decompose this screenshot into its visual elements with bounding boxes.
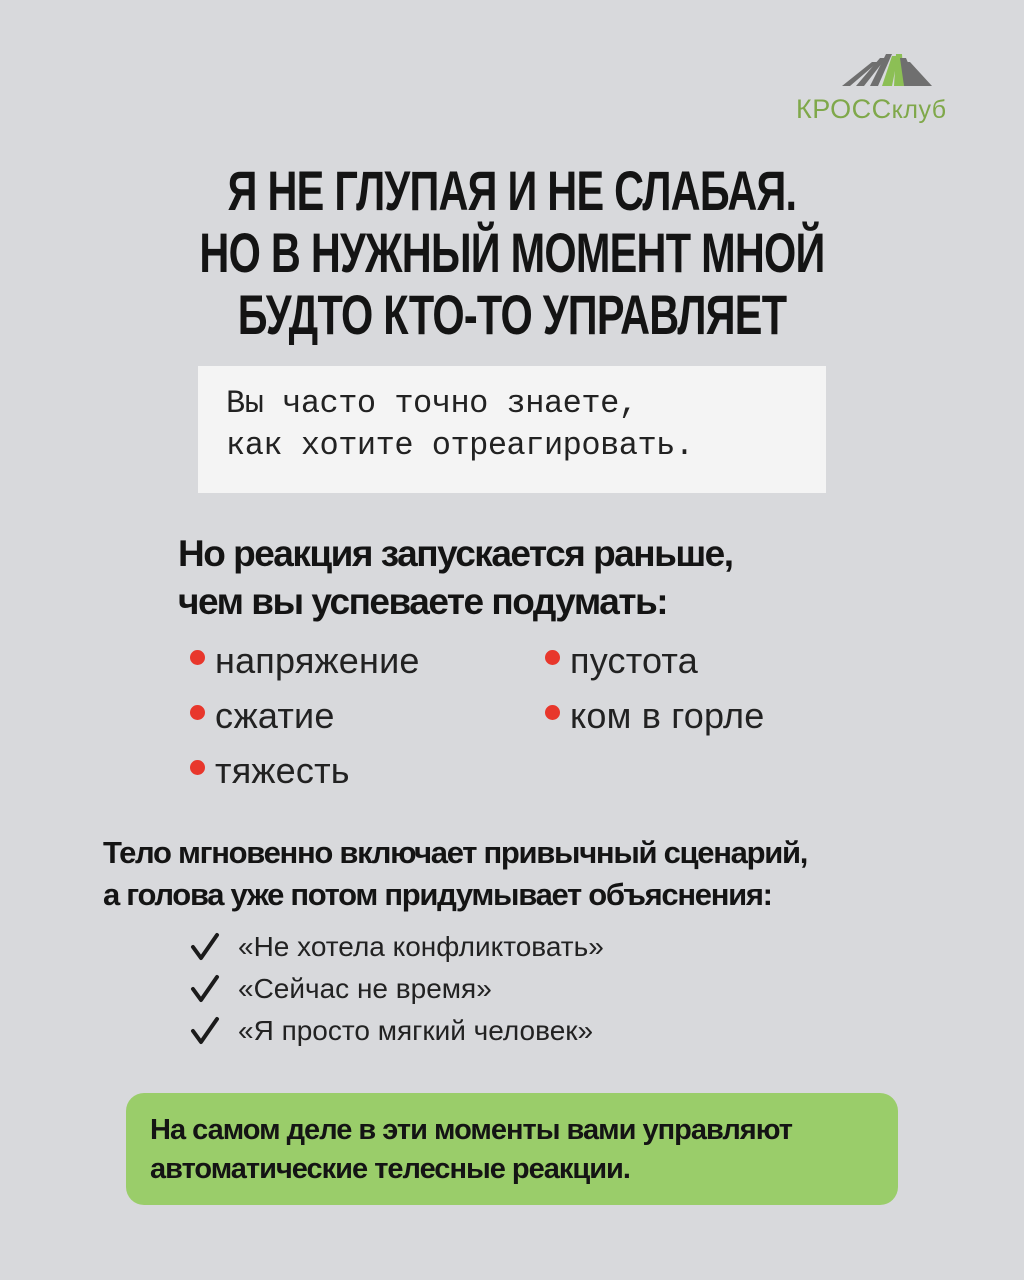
list-item-label: «Не хотела конфликтовать» [238, 931, 604, 962]
headline-line: БУДТО КТО-ТО УПРАВЛЯЕТ [237, 283, 787, 346]
intro-line: Но реакция запускается раньше, [178, 533, 733, 574]
callout-line: На самом деле в эти моменты вами управляют [150, 1114, 792, 1146]
list-item [188, 968, 788, 1010]
list-item [188, 926, 788, 968]
headline [133, 160, 891, 346]
callout-box [126, 1093, 898, 1205]
checkmark-icon [188, 930, 222, 964]
list-item-label: «Я просто мягкий человек» [238, 1015, 594, 1046]
body-line: а голова уже потом придумывает объяснения: [103, 877, 772, 912]
logo-text [796, 94, 947, 125]
quote-line: Вы часто точно знаете, [226, 385, 638, 422]
body-text [103, 832, 943, 916]
list-item [190, 750, 350, 792]
brand-logo [796, 52, 986, 132]
callout-line: автоматические телесные реакции. [150, 1153, 630, 1185]
bullet-dot-icon [545, 705, 560, 720]
checkmark-icon [188, 1014, 222, 1048]
list-item-label: пустота [570, 640, 698, 681]
quote-box [198, 366, 826, 493]
mountain-stripes-logo-icon [842, 52, 942, 92]
list-item [188, 1010, 788, 1052]
list-item [545, 695, 764, 737]
bullet-dot-icon [190, 650, 205, 665]
logo-name-main: КРОСС [796, 94, 892, 124]
bullet-dot-icon [190, 760, 205, 775]
intro-text [178, 530, 878, 626]
body-line: Тело мгновенно включает привычный сценарий, [103, 835, 808, 870]
excuse-list [188, 926, 788, 1052]
symptom-list [190, 640, 870, 810]
list-item-label: напряжение [215, 640, 420, 681]
list-item [545, 640, 698, 682]
intro-line: чем вы успеваете подумать: [178, 581, 668, 622]
list-item-label: тяжесть [215, 750, 350, 791]
list-item [190, 695, 335, 737]
headline-line: НО В НУЖНЫЙ МОМЕНТ МНОЙ [199, 221, 825, 284]
list-item [190, 640, 420, 682]
checkmark-icon [188, 972, 222, 1006]
list-item-label: сжатие [215, 695, 335, 736]
quote-line: как хотите отреагировать. [226, 427, 694, 464]
headline-line: Я НЕ ГЛУПАЯ И НЕ СЛАБАЯ. [227, 159, 797, 222]
list-item-label: ком в горле [570, 695, 765, 736]
logo-name-sub: клуб [891, 96, 947, 124]
bullet-dot-icon [545, 650, 560, 665]
list-item-label: «Сейчас не время» [238, 973, 492, 1004]
bullet-dot-icon [190, 705, 205, 720]
